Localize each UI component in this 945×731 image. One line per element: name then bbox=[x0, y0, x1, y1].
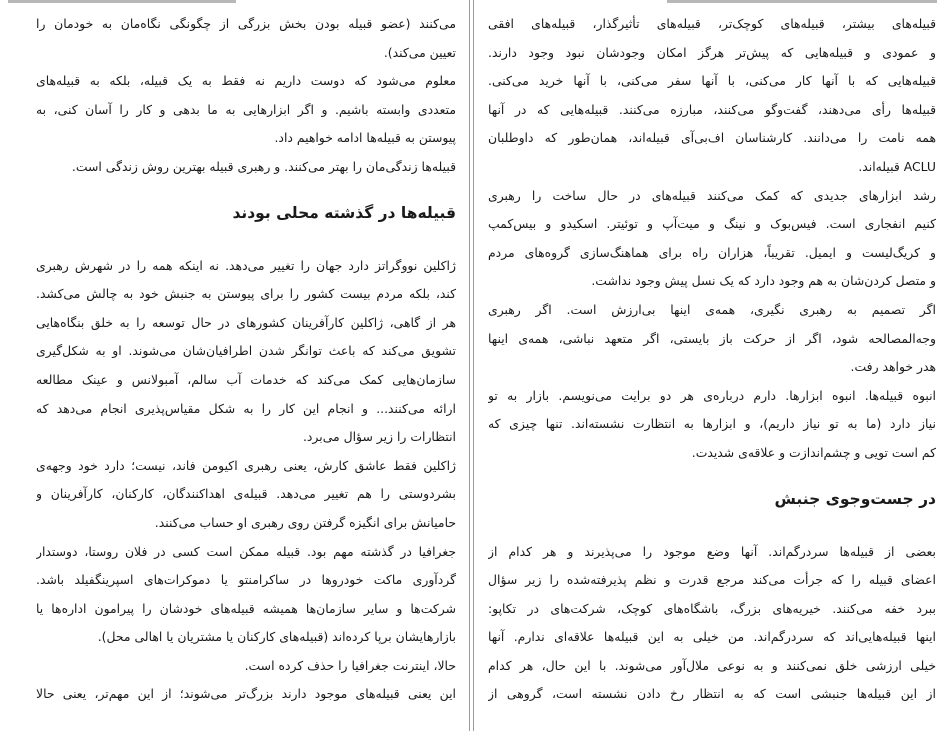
left-page-text bbox=[36, 10, 456, 709]
text-line: از این قبیله‌ها جنبشی است که به انتظار رخ دادن نشسته است، گروهی از bbox=[488, 686, 936, 702]
text-line: این یعنی قبیله‌های موجود دارند بزرگ‌تر می‌شوند؛ از این مهم‌تر، یعنی حالا bbox=[36, 686, 456, 702]
text-line: قبیله‌هایی که با آنها کار می‌کنی، با آنها سفر می‌کنی، با آنها خرید می‌کنی. bbox=[488, 73, 936, 89]
text-line: هدر خواهد رفت. bbox=[850, 359, 936, 375]
spacer bbox=[488, 468, 936, 484]
text-line: قبیله‌ها رأی می‌دهند، گفت‌وگو می‌کنند، مبارزه می‌کنند. قبیله‌هایی که در آنها bbox=[488, 101, 936, 117]
text-line: اینها قبیله‌هایی‌اند که سردرگم‌اند. من خیلی به این قبیله‌ها علاقه‌ای ندارم. آنها bbox=[488, 629, 936, 645]
text-line: کم است تویی و چشم‌اندازت و علاقه‌ی شدیدت. bbox=[691, 444, 936, 460]
text-line: تشویق می‌کند که باعث توانگر شدن اطرافیان‌شان می‌شوند. او به شکل‌گیری bbox=[36, 343, 456, 359]
text-line: تعیین می‌کند). bbox=[383, 44, 456, 60]
text-line: انبوه قبیله‌ها. انبوه ابزارها. دارم درباره‌ی هر دو برایت می‌نویسم. بازار به تو bbox=[488, 387, 936, 403]
text-line: کند، بلکه مردم بیست کشور را برای پیوستن به جنبش خود به چالش می‌کشد. bbox=[36, 286, 456, 302]
text-line: و عمودی و قبیله‌هایی که پیش‌تر هرگز امکان وجودشان نبود وجود دارند. bbox=[488, 44, 936, 60]
text-line: جغرافیا در گذشته مهم بود. قبیله ممکن است کسی در فلان روستا، دوستدار bbox=[36, 543, 456, 559]
text-line: سازمان‌هایی کمک می‌کند که خدمات آب سالم، آمبولانس و عینک مطالعه bbox=[36, 371, 456, 387]
spacer bbox=[36, 228, 456, 252]
text-line: ژاکلین فقط عاشق کارش، یعنی رهبری اکیومن فاند، نیست؛ دارد خود وجهه‌ی bbox=[36, 457, 456, 473]
text-line: همه نامت را می‌دانند. کارشناسان اف‌بی‌آی قبیله‌اند، همان‌طور که داوطلبان bbox=[488, 130, 936, 146]
left-page bbox=[0, 0, 470, 731]
text-line: بعضی از قبیله‌ها سردرگم‌اند. آنها وضع موجود را می‌پذیرند و هر کدام از bbox=[488, 543, 936, 559]
text-line: انتظارات را زیر سؤال می‌برد. bbox=[302, 429, 456, 445]
text-line: اعضای قبیله را که جرأت می‌کند مرجع قدرت و نظم پذیرفته‌شده را زیر سؤال bbox=[488, 572, 936, 588]
section-heading: در جست‌وجوی جنبش bbox=[774, 489, 936, 508]
text-line: گردآوری ماکت خودروها در ساکرامنتو یا دموکرات‌های اسپرینگفیلد باشد. bbox=[36, 572, 456, 588]
page-top-rule bbox=[667, 0, 937, 3]
text-line: شرکت‌ها و سایر سازمان‌ها همیشه قبیله‌های خودشان را پیرامون اداره‌ها یا bbox=[36, 600, 456, 616]
text-line: حامیانش برای انگیزه گرفتن روی رهبری او حساب می‌کنند. bbox=[154, 514, 456, 530]
page-top-rule bbox=[8, 0, 236, 3]
text-line: وجه‌المصالحه شود، اگر از حرکت باز بایستی، اگر متعهد نباشی، همه‌ی اینها bbox=[488, 330, 936, 346]
text-line: هر از گاهی، ژاکلین کارآفرینان کشورهای در حال توسعه را به خلق بنگاه‌هایی bbox=[36, 314, 456, 330]
text-line: ببرد خفه می‌کنند. خیریه‌های بزرگ، باشگاه‌های کوچک، شرکت‌های در تکاپو: bbox=[488, 600, 936, 616]
spacer bbox=[36, 182, 456, 198]
text-line: نیاز دارد (ما به تو نیاز داریم)، و ابزارها به انتظارت نشسته‌اند. تنها چیزی که bbox=[488, 416, 936, 432]
spacer bbox=[488, 514, 936, 538]
right-page-text bbox=[488, 10, 936, 709]
text-line: متعددی وابسته باشیم. و اگر ابزارهایی به ما بدهی و کار را آسان کنی، به bbox=[36, 101, 456, 117]
text-line: بشردوستی را هم تغییر می‌دهد. قبیله‌ی اهداکنندگان، کارکنان، کارآفرینان و bbox=[36, 486, 456, 502]
text-line: پیوستن به قبیله‌ها ادامه خواهیم داد. bbox=[274, 130, 456, 146]
text-line: و کریگ‌لیست و ایمیل. تقریباً، هزاران راه برای هماهنگ‌سازی گروه‌های مردم bbox=[488, 244, 936, 260]
text-line: معلوم می‌شود که دوست داریم نه فقط به یک قبیله، بلکه به قبیله‌های bbox=[36, 73, 456, 89]
text-line: حالا، اینترنت جغرافیا را حذف کرده است. bbox=[244, 657, 456, 673]
text-line: ACLU قبیله‌اند. bbox=[858, 158, 936, 174]
text-line: می‌کنند (عضو قبیله بودن بخش بزرگی از چگونگی نگاه‌مان به خودمان را bbox=[36, 16, 456, 31]
text-line: کنیم انفجاری است. فیس‌بوک و نینگ و میت‌آپ و توئیتر. اسکیدو و بیس‌کمپ bbox=[488, 216, 936, 232]
text-line: ژاکلین نووگراتز دارد جهان را تغییر می‌دهد. نه اینکه همه را در شهرش رهبری bbox=[36, 257, 456, 273]
text-line: بازارهایشان برپا کرده‌اند (قبیله‌های کارکنان یا مشتریان یا اهالی محل). bbox=[97, 629, 456, 645]
text-line: خیلی ارزشی خلق نمی‌کنند و به نوعی ملال‌آور می‌شوند. با این حال، هر کدام bbox=[488, 657, 936, 673]
text-line: قبیله‌ها زندگی‌مان را بهتر می‌کنند. و رهبری قبیله بهترین روش زندگی است. bbox=[71, 158, 456, 174]
section-heading: قبیله‌ها در گذشته محلی بودند bbox=[232, 203, 456, 222]
text-line: رشد ابزارهای جدیدی که کمک می‌کنند قبیله‌های در حال ساخت را رهبری bbox=[488, 187, 936, 203]
text-line: ارائه می‌کنند... و انجام این کار را به شکل مقیاس‌پذیری انجام می‌دهد که bbox=[36, 400, 456, 416]
text-line: اگر تصمیم به رهبری نگیری، همه‌ی اینها بی‌ارزش است. اگر رهبری bbox=[488, 301, 936, 317]
text-line: قبیله‌های بیشتر، قبیله‌های کوچک‌تر، قبیله‌های تأثیرگذار، قبیله‌های افقی bbox=[488, 16, 936, 31]
right-page bbox=[473, 0, 945, 731]
text-line: و متصل کردن‌شان به هم وجود دارد که یک نسل پیش وجود نداشت. bbox=[591, 273, 936, 289]
